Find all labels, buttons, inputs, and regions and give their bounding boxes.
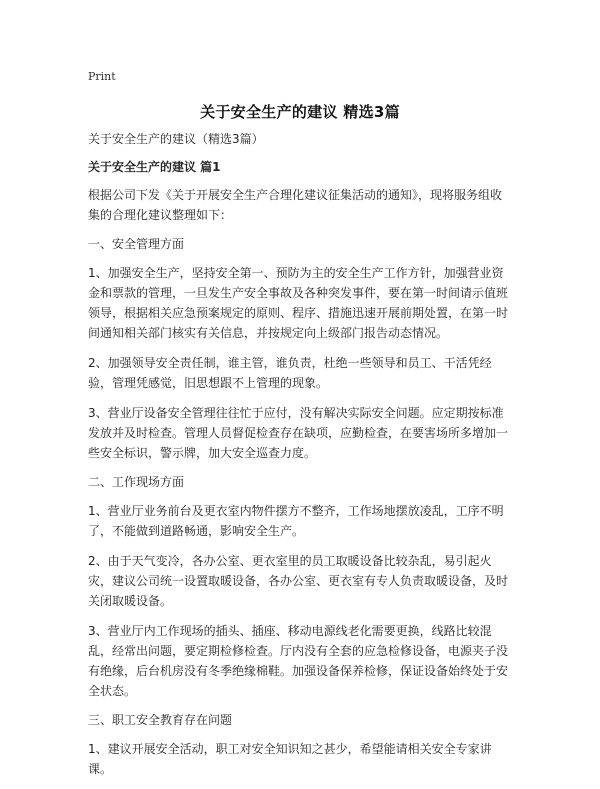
document-content xyxy=(88,130,512,789)
print-link[interactable]: Print xyxy=(88,70,116,83)
paragraph-education-1: 1、建议开展安全活动，职工对安全知识知之甚少，希望能请相关安全专家讲课。 xyxy=(88,742,492,776)
document-subtitle: 关于安全生产的建议（精选3篇） xyxy=(88,132,264,146)
heading-safety-education: 三、职工安全教育存在问题 xyxy=(88,713,233,727)
heading-worksite: 二、工作现场方面 xyxy=(88,475,185,489)
paragraph-management-3: 3、营业厅设备安全管理往往忙于应付，没有解决实际安全问题。应定期按标准发放并及时检查。管理人员督促检查存在缺项，应勤检查，在要害场所多增加一些安全标识，警示牌，加大安全巡查力度。 xyxy=(88,406,509,460)
paragraph-management-2: 2、加强领导安全责任制，谁主管，谁负责，杜绝一些领导和员工、干活凭经验，管理凭感觉，旧思想跟不上管理的现象。 xyxy=(88,356,492,390)
section-title: 关于安全生产的建议 篇1 xyxy=(88,160,221,174)
intro-paragraph: 根据公司下发《关于开展安全生产合理化建议征集活动的通知》，现将服务组收集的合理化建议整理如下： xyxy=(88,188,503,222)
heading-safety-management: 一、安全管理方面 xyxy=(88,237,185,251)
paragraph-worksite-1: 1、营业厅业务前台及更衣室内物件摆方不整齐，工作场地摆放凌乱，工序不明了，不能做到道路畅通，影响安全生产。 xyxy=(88,504,504,538)
paragraph-worksite-3: 3、营业厅内工作现场的插头、插座、移动电源线老化需要更换，线路比较混乱，经常出问题，要定期检修检查。厅内没有全套的应急检修设备，电源夹子没有绝缘，后台机房没有冬季绝缘棉鞋。加强设备保养检修，保证设备始终处于安全状态。 xyxy=(88,624,509,698)
document-title: 关于安全生产的建议 精选3篇 xyxy=(200,103,400,121)
paragraph-management-1: 1、加强安全生产，坚持安全第一、预防为主的安全生产工作方针，加强营业资金和票款的管理，一旦发生产安全事故及各种突发事件，要在第一时间请示值班领导，根据相关应急预案规定的原则、程序、措施迅速开展前期处置，在第一时间通知相关部门核实有关信息，并按规定向上级部门报告动态情况。 xyxy=(88,266,509,340)
paragraph-worksite-2: 2、由于天气变冷，各办公室、更衣室里的员工取暖设备比较杂乱，易引起火灾，建议公司统一设置取暖设备，各办公室、更衣室有专人负责取暖设备，及时关闭取暖设备。 xyxy=(88,554,509,608)
